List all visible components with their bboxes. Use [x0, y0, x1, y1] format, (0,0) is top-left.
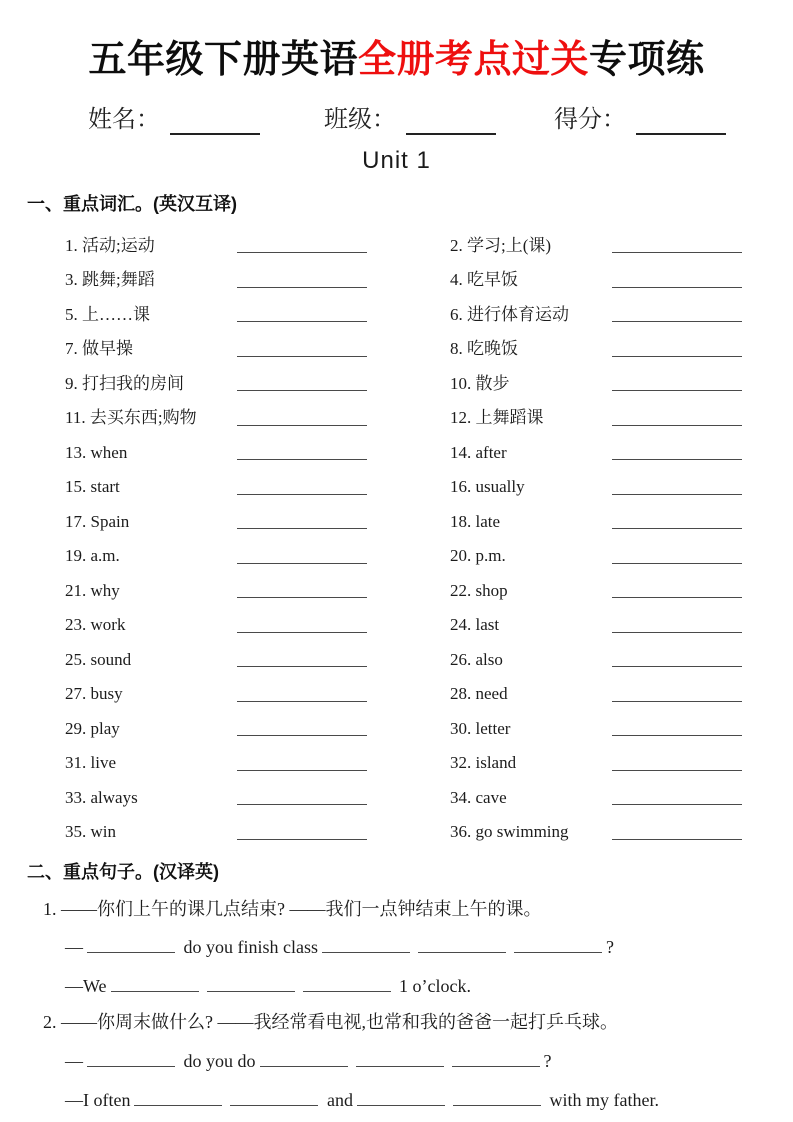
- vocab-item-24: [450, 601, 742, 636]
- vocab-label: 21. why: [65, 580, 120, 600]
- vocab-label: 11. 去买东西;购物: [65, 408, 197, 428]
- vocab-label: 16. usually: [450, 477, 525, 497]
- vocab-label: 3. 跳舞;舞蹈: [65, 270, 155, 290]
- vocab-item-21: [65, 567, 367, 602]
- vocab-blank-line: [237, 770, 367, 771]
- vocab-blank-line: [612, 804, 742, 805]
- vocab-label: 19. a.m.: [65, 546, 120, 566]
- vocab-blank-line: [612, 494, 742, 495]
- sentence-text: 1. ——你们上午的课几点结束? ——我们一点钟结束上午的课。: [43, 898, 542, 919]
- vocab-blank-line: [612, 735, 742, 736]
- vocab-label: 27. busy: [65, 684, 123, 704]
- vocab-item-9: [65, 360, 367, 395]
- vocab-item-35: [65, 808, 367, 843]
- sentence-blank-line: [418, 939, 506, 953]
- vocab-item-17: [65, 498, 367, 533]
- vocab-item-1: [65, 222, 367, 257]
- sentence-text: 1 o’clock.: [394, 975, 472, 996]
- vocab-item-34: [450, 774, 742, 809]
- vocab-blank-line: [612, 356, 742, 357]
- vocab-blank-line: [612, 563, 742, 564]
- vocab-label: 24. last: [450, 615, 500, 635]
- sentence-text: ?: [543, 1050, 552, 1071]
- vocab-blank-line: [237, 563, 367, 564]
- vocab-label: 29. play: [65, 718, 120, 738]
- vocab-blank-line: [237, 804, 367, 805]
- vocab-item-15: [65, 463, 367, 498]
- vocab-blank-line: [612, 666, 742, 667]
- vocab-label: 6. 进行体育运动: [450, 304, 569, 324]
- sentence-blank-line: [260, 1053, 348, 1067]
- sentence-text: do you do: [179, 1050, 256, 1071]
- vocab-label: 4. 吃早饭: [450, 270, 518, 290]
- vocab-item-14: [450, 429, 742, 464]
- score-field: [554, 106, 726, 135]
- vocab-label: 15. start: [65, 477, 120, 497]
- sentence-2-chinese: [43, 1012, 793, 1034]
- name-blank-line: [170, 111, 260, 135]
- sentence-blank-line: [322, 939, 410, 953]
- title-part-3: 专项练: [589, 39, 705, 81]
- vocab-item-7: [65, 325, 367, 360]
- vocab-item-25: [65, 636, 367, 671]
- vocab-label: 36. go swimming: [450, 822, 569, 842]
- vocab-label: 34. cave: [450, 787, 507, 807]
- sentence-text: —: [65, 937, 83, 958]
- vocab-item-6: [450, 291, 742, 326]
- vocab-label: 2. 学习;上(课): [450, 235, 552, 255]
- vocab-item-23: [65, 601, 367, 636]
- vocab-blank-line: [612, 425, 742, 426]
- vocab-blank-line: [612, 597, 742, 598]
- sentence-1-answer-reply: [65, 976, 793, 998]
- vocab-blank-line: [237, 597, 367, 598]
- vocab-label: 28. need: [450, 684, 508, 704]
- vocab-item-11: [65, 394, 367, 429]
- vocab-label: 9. 打扫我的房间: [65, 373, 184, 393]
- vocab-blank-line: [237, 632, 367, 633]
- vocab-blank-line: [612, 390, 742, 391]
- vocab-label: 5. 上……课: [65, 304, 150, 324]
- vocab-blank-line: [237, 459, 367, 460]
- vocab-label: 35. win: [65, 822, 116, 842]
- class-blank-line: [406, 111, 496, 135]
- vocab-label: 18. late: [450, 511, 501, 531]
- name-field: [88, 106, 260, 135]
- score-blank-line: [636, 111, 726, 135]
- vocab-label: 33. always: [65, 787, 138, 807]
- vocab-label: 25. sound: [65, 649, 132, 669]
- sentence-blank-line: [87, 939, 175, 953]
- sentence-text: —We: [65, 975, 107, 996]
- sentence-2-answer-question: [65, 1051, 793, 1073]
- vocab-label: 32. island: [450, 753, 517, 773]
- vocab-item-4: [450, 256, 742, 291]
- vocab-blank-line: [237, 356, 367, 357]
- vocab-blank-line: [612, 287, 742, 288]
- vocab-blank-line: [237, 425, 367, 426]
- vocab-blank-line: [237, 528, 367, 529]
- vocab-blank-line: [237, 494, 367, 495]
- vocab-list: [65, 222, 793, 843]
- sentence-blank-line: [87, 1053, 175, 1067]
- vocab-blank-line: [612, 459, 742, 460]
- score-field-label: 得分：: [554, 106, 626, 133]
- sentence-text: with my father.: [544, 1089, 659, 1110]
- vocab-item-28: [450, 670, 742, 705]
- vocab-item-32: [450, 739, 742, 774]
- title-part-1: 五年级下册英语: [88, 39, 358, 81]
- sentence-blank-line: [356, 1053, 444, 1067]
- sentence-blank-line: [230, 1092, 318, 1106]
- vocab-blank-line: [237, 666, 367, 667]
- sentence-1-chinese: [43, 899, 793, 921]
- vocab-label: 20. p.m.: [450, 546, 506, 566]
- vocab-item-8: [450, 325, 742, 360]
- vocab-item-30: [450, 705, 742, 740]
- vocab-label: 12. 上舞蹈课: [450, 408, 544, 428]
- vocab-blank-line: [612, 701, 742, 702]
- vocab-item-22: [450, 567, 742, 602]
- vocab-item-12: [450, 394, 742, 429]
- vocab-blank-line: [612, 252, 742, 253]
- vocab-item-10: [450, 360, 742, 395]
- sentence-blank-line: [514, 939, 602, 953]
- unit-heading: Unit 1: [362, 146, 431, 174]
- vocab-item-33: [65, 774, 367, 809]
- vocab-label: 30. letter: [450, 718, 511, 738]
- sentence-blank-line: [207, 978, 295, 992]
- vocab-blank-line: [612, 321, 742, 322]
- vocab-blank-line: [612, 632, 742, 633]
- vocab-item-13: [65, 429, 367, 464]
- vocab-label: 17. Spain: [65, 511, 130, 531]
- vocab-item-31: [65, 739, 367, 774]
- vocab-item-16: [450, 463, 742, 498]
- class-field: [324, 106, 496, 135]
- vocab-item-20: [450, 532, 742, 567]
- sentence-1-answer-question: [65, 937, 793, 959]
- vocab-blank-line: [237, 839, 367, 840]
- class-field-label: 班级：: [324, 106, 396, 133]
- vocab-item-27: [65, 670, 367, 705]
- vocab-label: 1. 活动;运动: [65, 235, 155, 255]
- vocab-blank-line: [612, 839, 742, 840]
- vocab-item-18: [450, 498, 742, 533]
- vocab-blank-line: [237, 287, 367, 288]
- section1-heading: 一、重点词汇。(英汉互译): [27, 193, 237, 214]
- meta-row: [88, 106, 793, 135]
- vocab-label: 14. after: [450, 442, 507, 462]
- sentence-2-answer-reply: [65, 1090, 793, 1112]
- sentence-blank-line: [111, 978, 199, 992]
- vocab-label: 31. live: [65, 753, 116, 773]
- sentence-text: —: [65, 1050, 83, 1071]
- vocab-item-3: [65, 256, 367, 291]
- sentence-blank-line: [453, 1092, 541, 1106]
- sentence-text: —I often: [65, 1089, 131, 1110]
- title-red-highlight: 全册考点过关: [357, 39, 589, 81]
- vocab-label: 26. also: [450, 649, 503, 669]
- vocab-label: 13. when: [65, 442, 128, 462]
- vocab-item-2: [450, 222, 742, 257]
- vocab-label: 22. shop: [450, 580, 508, 600]
- vocab-label: 7. 做早操: [65, 339, 133, 359]
- vocab-blank-line: [612, 528, 742, 529]
- vocab-blank-line: [237, 390, 367, 391]
- vocab-item-26: [450, 636, 742, 671]
- vocab-item-29: [65, 705, 367, 740]
- sentence-blank-line: [357, 1092, 445, 1106]
- name-field-label: 姓名：: [88, 106, 160, 133]
- vocab-item-19: [65, 532, 367, 567]
- section2-heading: 二、重点句子。(汉译英): [27, 861, 219, 882]
- sentence-text: do you finish class: [179, 937, 318, 958]
- sentence-blank-line: [303, 978, 391, 992]
- sentence-exercises: [43, 899, 793, 1112]
- sentence-blank-line: [452, 1053, 540, 1067]
- vocab-label: 10. 散步: [450, 373, 510, 393]
- vocab-label: 23. work: [65, 615, 126, 635]
- vocab-blank-line: [237, 701, 367, 702]
- sentence-text: ?: [606, 937, 614, 958]
- vocab-item-36: [450, 808, 742, 843]
- vocab-blank-line: [237, 321, 367, 322]
- vocab-blank-line: [237, 252, 367, 253]
- vocab-item-5: [65, 291, 367, 326]
- vocab-blank-line: [237, 735, 367, 736]
- sentence-text: and: [322, 1089, 353, 1110]
- vocab-label: 8. 吃晚饭: [450, 339, 518, 359]
- page-title: [0, 40, 793, 82]
- sentence-text: 2. ——你周末做什么? ——我经常看电视,也常和我的爸爸一起打乒乓球。: [43, 1012, 618, 1033]
- sentence-blank-line: [134, 1092, 222, 1106]
- vocab-blank-line: [612, 770, 742, 771]
